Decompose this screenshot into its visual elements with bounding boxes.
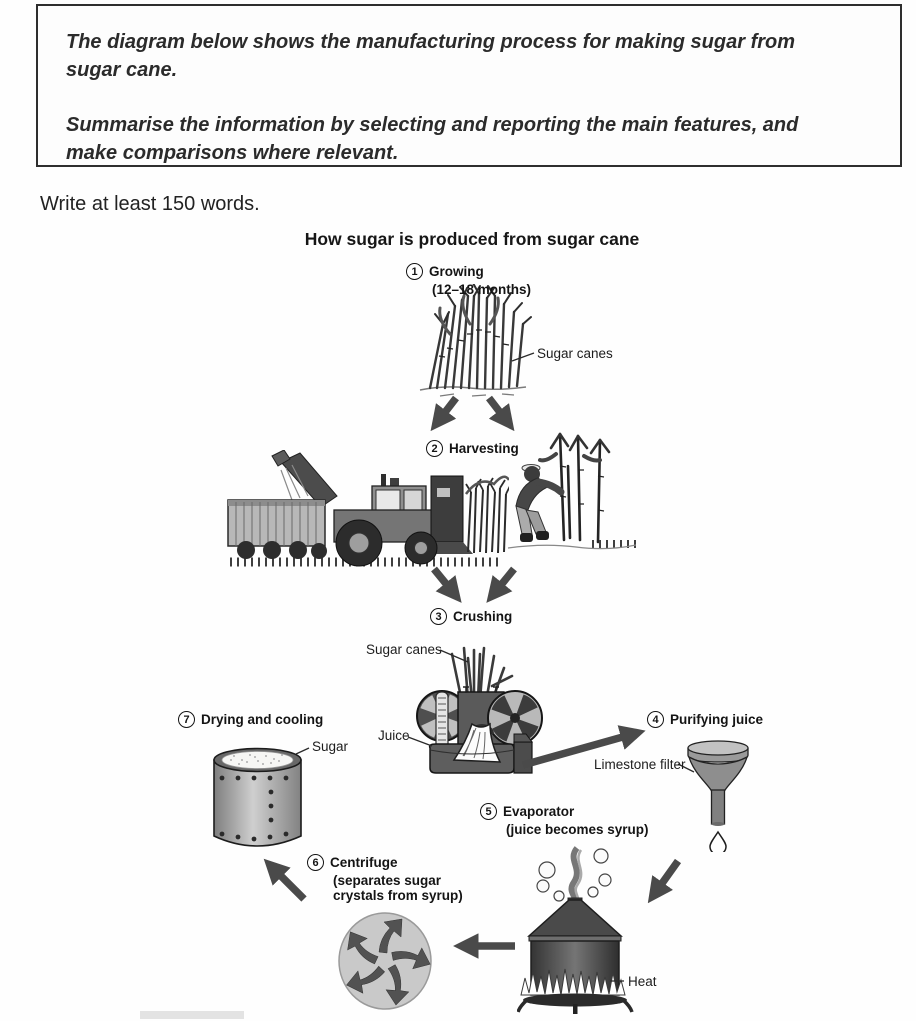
steam-icon (537, 848, 611, 902)
step-label-evaporator (480, 804, 574, 820)
step-text: Drying and cooling (201, 712, 324, 727)
limestone-filter-funnel-illustration (684, 740, 752, 852)
step-label-crushing (430, 609, 512, 625)
step-text: Purifying juice (670, 712, 764, 727)
crusher-illustration (414, 646, 544, 776)
step-label-harvesting (426, 441, 519, 457)
step-text: Evaporator (503, 804, 575, 819)
sugar-crystals-icon (222, 752, 293, 769)
step-label-growing (406, 264, 484, 280)
step-sublabel-centrifuge-1: (separates sugar (333, 873, 442, 888)
step-number-circle: 7 (178, 711, 195, 728)
annotation-juice: Juice (378, 728, 410, 743)
word-count-instruction: Write at least 150 words. (40, 193, 260, 215)
task-prompt-line: The diagram below shows the manufacturing process for making sugar from (66, 31, 796, 53)
step-sublabel-centrifuge-2: crystals from syrup) (333, 888, 463, 903)
task-prompt-line: make comparisons where relevant. (66, 142, 399, 165)
evaporator-illustration (517, 842, 635, 1014)
arrow-harvesting-to-crushing-right (492, 569, 514, 596)
step-text: Growing (429, 264, 484, 279)
step-number-circle: 2 (426, 440, 443, 457)
mechanical-harvester-illustration (224, 450, 509, 572)
step-label-centrifuge (307, 855, 398, 871)
arrow-centrifuge-to-drying (270, 865, 304, 899)
step-sublabel-evaporator: (juice becomes syrup) (506, 822, 649, 837)
arrow-purifying-to-evaporator (653, 861, 678, 896)
centrifuge-illustration (337, 911, 433, 1011)
task-prompt-line: Summarise the information by selecting and reporting the main features, and (66, 113, 799, 136)
annotation-limestone-filter: Limestone filter (594, 757, 686, 772)
scan-artifact (140, 1011, 244, 1019)
juice-drop-icon (710, 832, 726, 852)
step-number-circle: 6 (307, 854, 324, 871)
step-text: Centrifuge (330, 855, 398, 870)
annotation-sugar-canes-growing: Sugar canes (537, 346, 613, 361)
step-sublabel-growing: (12–18 months) (432, 282, 532, 297)
step-number-circle: 5 (480, 803, 497, 820)
task-prompt-line: sugar cane. (66, 59, 178, 82)
manual-harvest-illustration (504, 426, 639, 568)
task-prompt-box (36, 4, 902, 167)
step-number-circle: 3 (430, 608, 447, 625)
drying-drum-illustration (209, 740, 306, 860)
diagram-title: How sugar is produced from sugar cane (304, 229, 640, 249)
annotation-sugar: Sugar (312, 739, 349, 754)
annotation-heat: Heat (628, 974, 657, 989)
sugar-cane-field-illustration (410, 284, 538, 402)
step-number-circle: 4 (647, 711, 664, 728)
step-label-purifying-juice (647, 712, 763, 728)
step-text: Crushing (453, 609, 513, 624)
step-text: Harvesting (449, 441, 519, 456)
arrow-harvesting-to-crushing-left (434, 569, 456, 596)
step-label-drying-cooling (178, 712, 323, 728)
annotation-sugar-canes-crushing: Sugar canes (366, 642, 442, 657)
step-number-circle: 1 (406, 263, 423, 280)
